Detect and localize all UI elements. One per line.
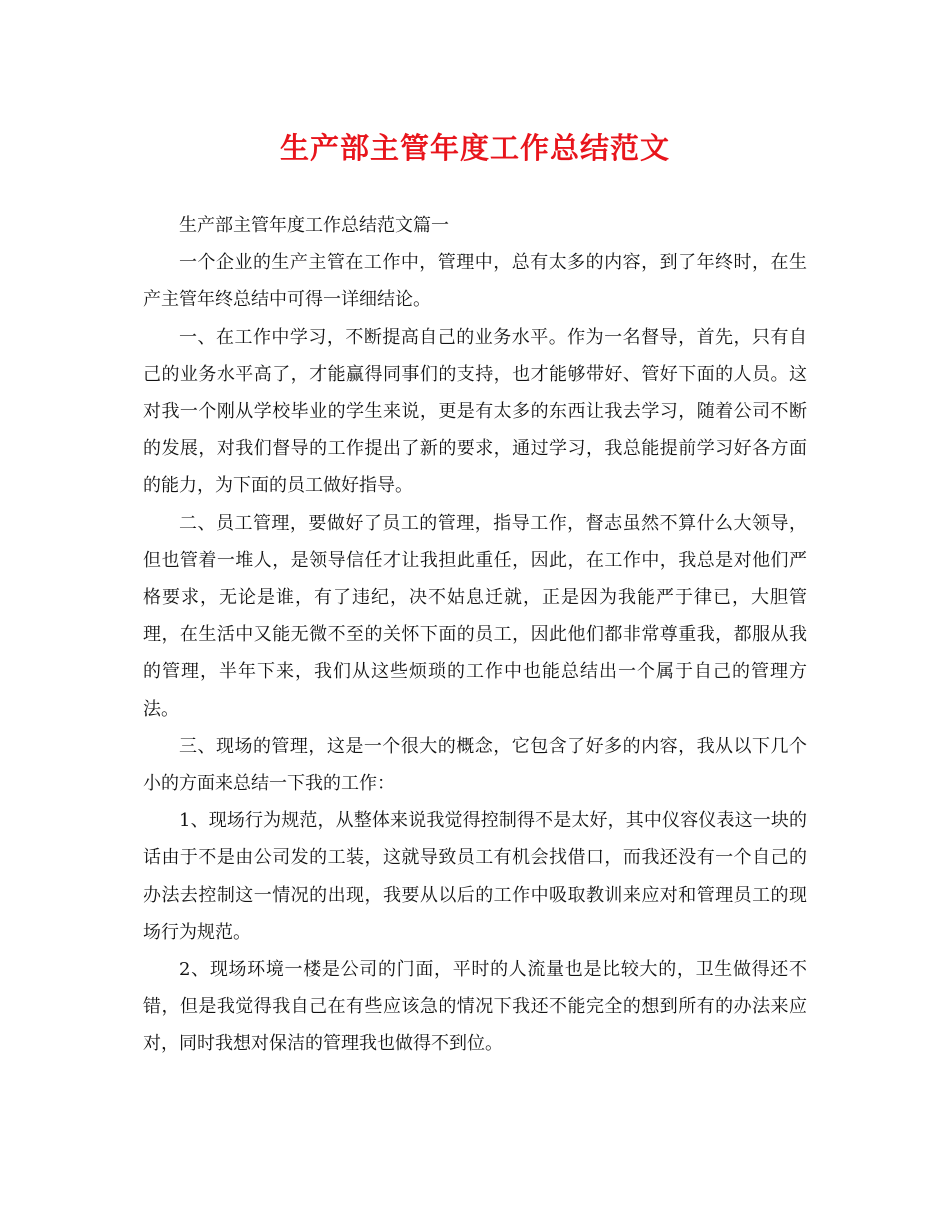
paragraph-subtitle: 生产部主管年度工作总结范文篇一 xyxy=(179,215,449,236)
paragraph-item-1: 1、现场行为规范，从整体来说我觉得控制得不是太好，其中仪容仪表这一块的话由于不是由公司发的工装，这就导致员工有机会找借口，而我还没有一个自己的办法去控制这一情况的出现，我要从以后的工作中吸取教训来应对和管理员工的现场行为规范。 xyxy=(143,810,807,943)
paragraph-item-2: 2、现场环境一楼是公司的门面，平时的人流量也是比较大的，卫生做得还不错，但是我觉得我自己在有些应该急的情况下我还不能完全的想到所有的办法来应对，同时我想对保洁的管理我也做得不到位。 xyxy=(143,959,807,1055)
document-body xyxy=(143,207,807,1063)
document-title: 生产部主管年度工作总结范文 xyxy=(279,131,670,165)
paragraph-section-3: 三、现场的管理，这是一个很大的概念，它包含了好多的内容，我从以下几个小的方面来总结一下我的工作： xyxy=(143,735,807,795)
paragraph-section-2: 二、员工管理，要做好了员工的管理，指导工作，督志虽然不算什么大领导，但也管着一堆人，是领导信任才让我担此重任，因此，在工作中，我总是对他们严格要求，无论是谁，有了违纪，决不姑息迁就，正是因为我能严于律已，大胆管理，在生活中又能无微不至的关怀下面的员工，因此他们都非常尊重我，都服从我的管理，半年下来，我们从这些烦琐的工作中也能总结出一个属于自己的管理方法。 xyxy=(143,512,807,720)
paragraph-section-1: 一、在工作中学习，不断提高自己的业务水平。作为一名督导，首先，只有自己的业务水平高了，才能赢得同事们的支持，也才能够带好、管好下面的人员。这对我一个刚从学校毕业的学生来说，更是有太多的东西让我去学习，随着公司不断的发展，对我们督导的工作提出了新的要求，通过学习，我总能提前学习好各方面的能力，为下面的员工做好指导。 xyxy=(143,326,807,497)
paragraph-intro: 一个企业的生产主管在工作中，管理中，总有太多的内容，到了年终时，在生产主管年终总结中可得一详细结论。 xyxy=(143,252,807,311)
